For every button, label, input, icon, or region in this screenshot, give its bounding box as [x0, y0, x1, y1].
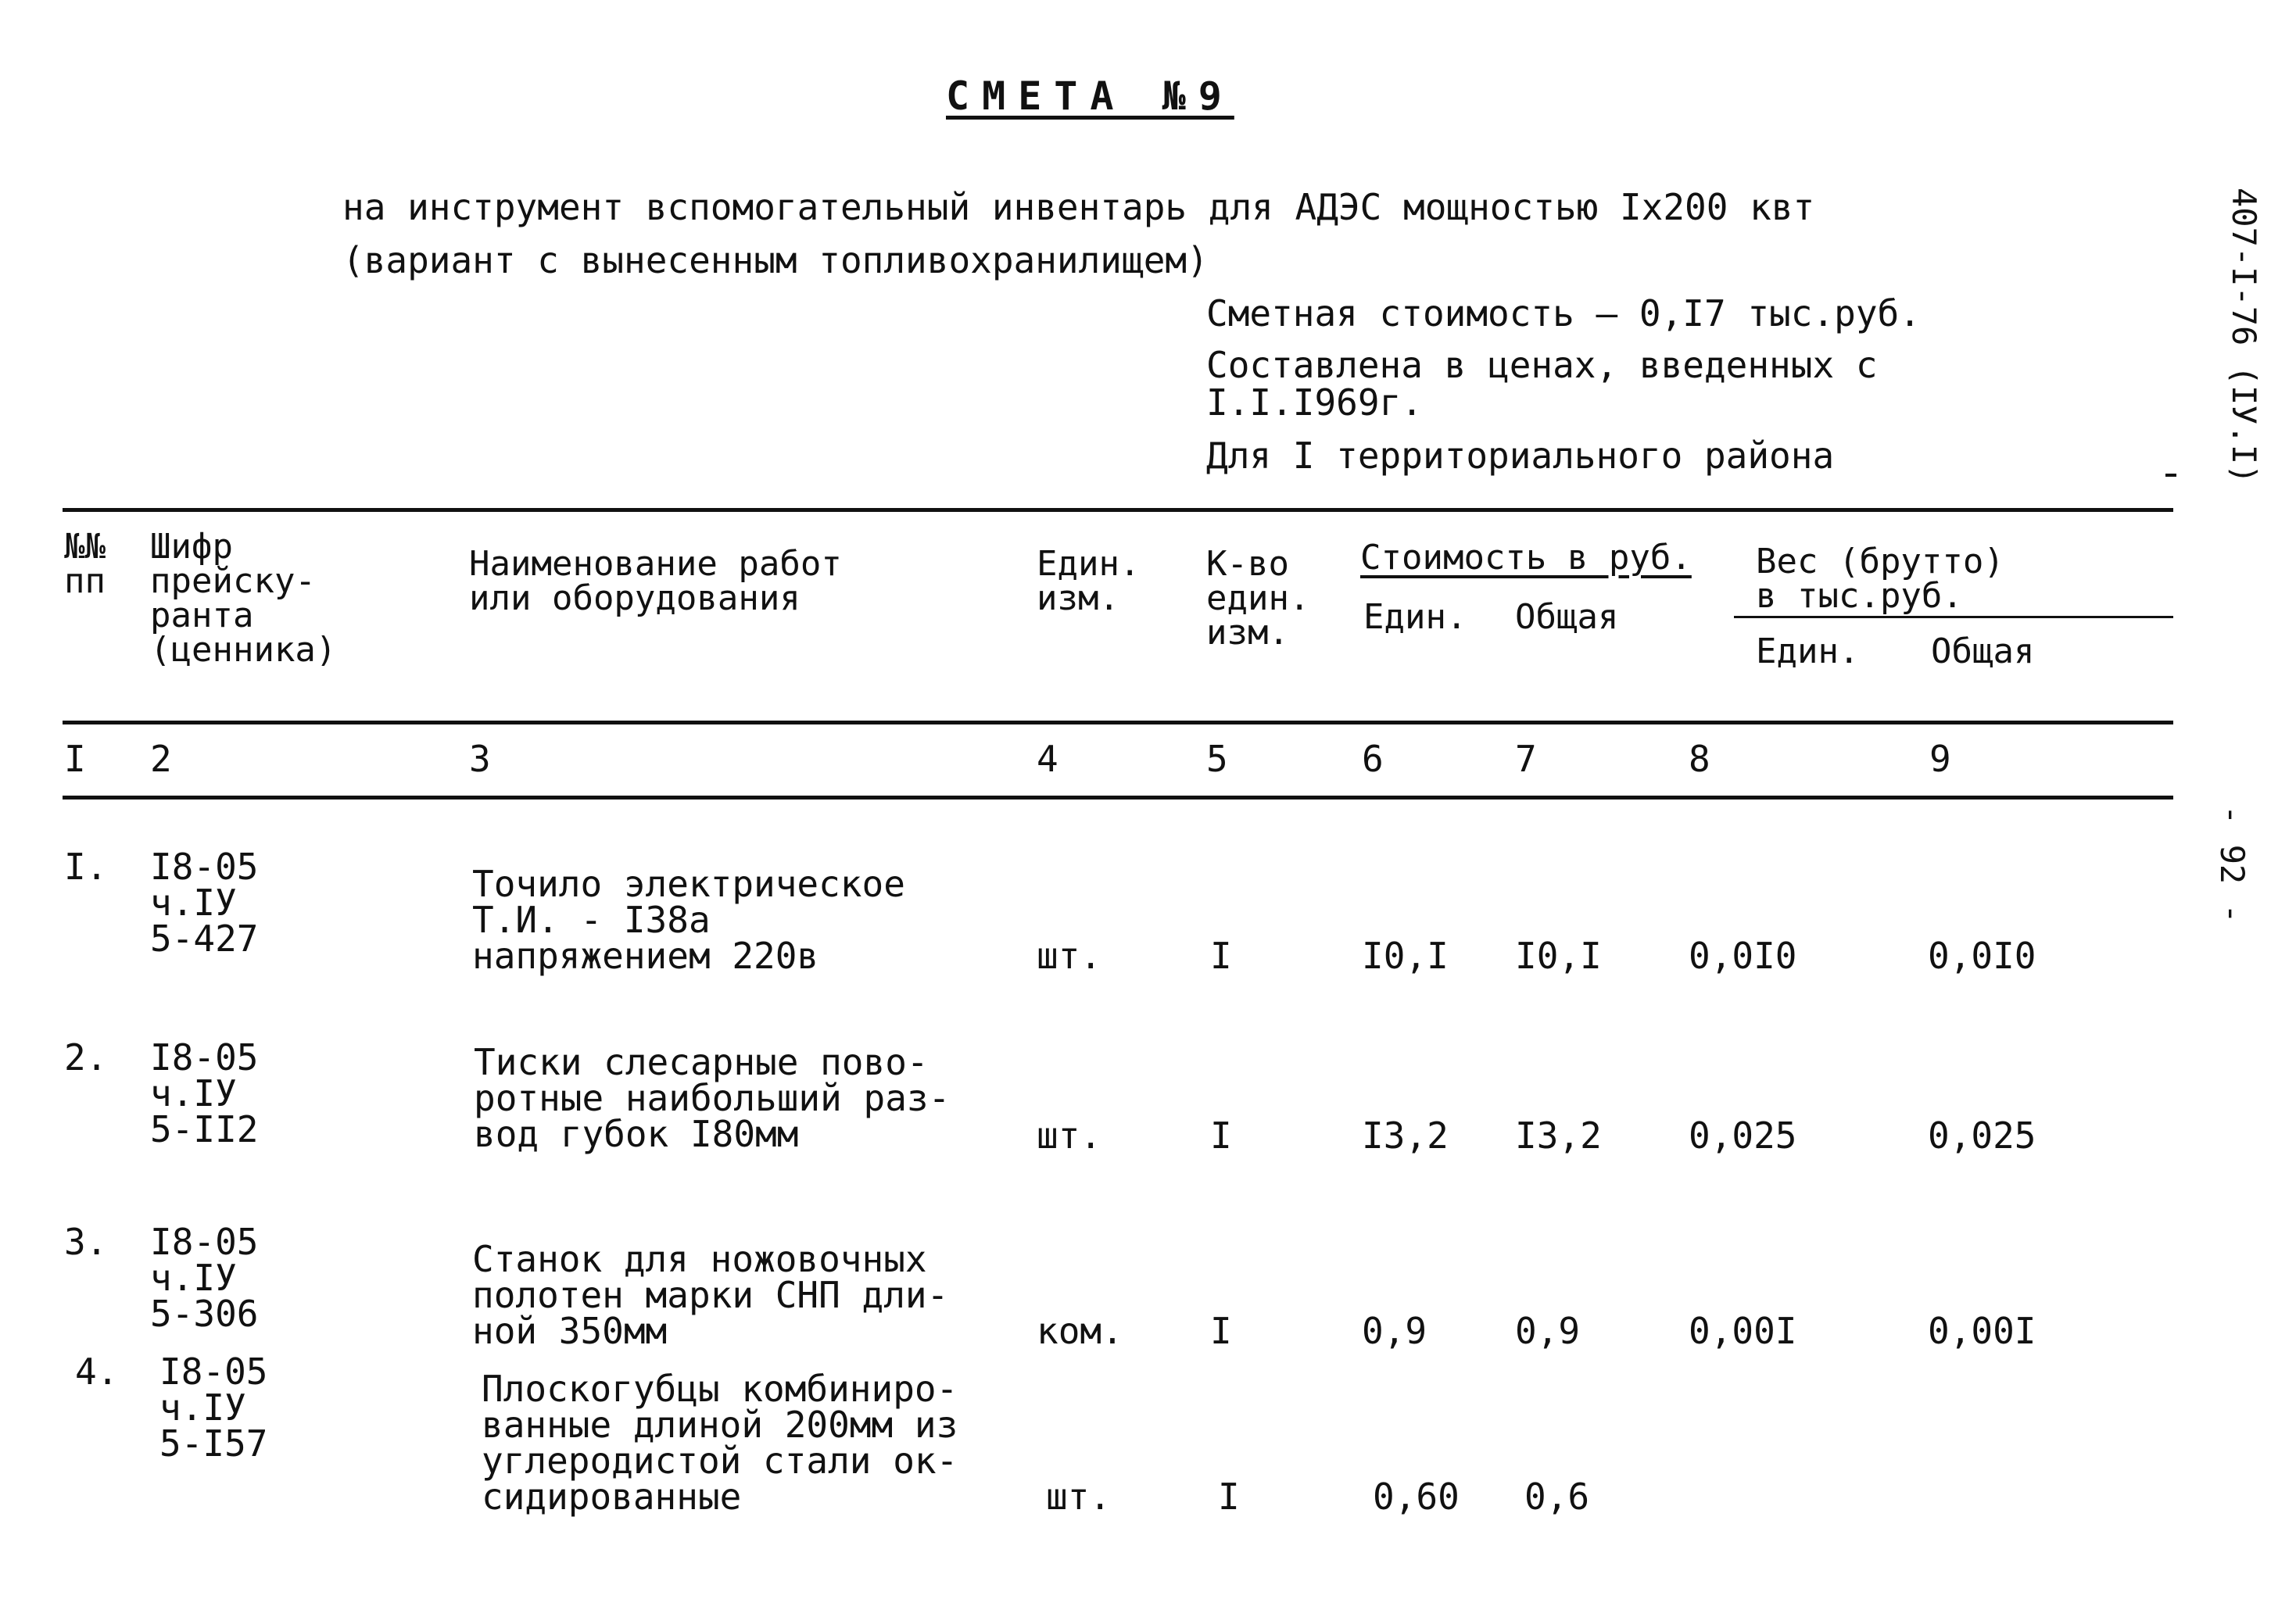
- header-price-code: Шифр прейску- ранта (ценника): [150, 527, 337, 670]
- row-4-code: I8-05 ч.IУ 5-I57: [159, 1350, 268, 1465]
- row-2-quantity: I: [1210, 1114, 1232, 1157]
- row-3-cost-unit: 0,9: [1362, 1310, 1427, 1352]
- column-number-5: 5: [1206, 738, 1228, 780]
- row-1-weight-total: 0,0I0: [1928, 935, 2036, 977]
- row-3-unit: ком.: [1037, 1310, 1123, 1352]
- header-bottom-rule: [63, 721, 2173, 724]
- side-document-code: 407-I-76 (IУ.I): [2225, 188, 2263, 485]
- row-2-weight-unit: 0,025: [1689, 1114, 1797, 1157]
- column-numbers-rule: [63, 796, 2173, 800]
- row-3-name: Станок для ножовочных полотен марки СНП дли- ной 350мм: [472, 1238, 949, 1352]
- row-2-cost-total: I3,2: [1515, 1114, 1602, 1157]
- header-number: №№ пп: [64, 527, 106, 601]
- subtitle-line-2: (вариант с вынесенным топливохранилищем): [342, 239, 1209, 281]
- row-4-name: Плоскогубцы комбиниро- ванные длиной 200мм из углеродистой стали ок- сидированные: [482, 1368, 958, 1518]
- header-weight-total: Общая: [1931, 631, 2035, 671]
- row-1-cost-unit: I0,I: [1362, 935, 1449, 977]
- row-4-cost-total: 0,6: [1524, 1476, 1590, 1518]
- row-1-number: I.: [64, 846, 108, 888]
- row-2-cost-unit: I3,2: [1362, 1114, 1449, 1157]
- row-3-weight-total: 0,00I: [1928, 1310, 2036, 1352]
- row-4-unit: шт.: [1046, 1476, 1112, 1518]
- column-number-7: 7: [1515, 738, 1537, 780]
- row-3-code: I8-05 ч.IУ 5-306: [150, 1221, 259, 1335]
- row-3-cost-total: 0,9: [1515, 1310, 1581, 1352]
- column-number-9: 9: [1929, 738, 1951, 780]
- column-number-3: 3: [469, 738, 491, 780]
- header-name: Наименование работ или оборудования: [469, 544, 842, 618]
- row-4-quantity: I: [1218, 1476, 1240, 1518]
- column-number-1: I: [64, 738, 86, 780]
- row-1-code: I8-05 ч.IУ 5-427: [150, 846, 259, 960]
- region-note: Для I территориального района: [1206, 435, 1835, 477]
- weight-subheader-rule: [1734, 616, 2173, 618]
- column-number-4: 4: [1037, 738, 1058, 780]
- row-3-quantity: I: [1210, 1310, 1232, 1352]
- header-unit: Един. изм.: [1037, 544, 1141, 618]
- table-top-rule: [63, 508, 2173, 512]
- estimated-cost: Сметная стоимость – 0,I7 тыс.руб.: [1206, 292, 1921, 334]
- column-number-2: 2: [150, 738, 172, 780]
- prices-line-1: Составлена в ценах, введенных с: [1206, 344, 1878, 386]
- row-2-code: I8-05 ч.IУ 5-II2: [150, 1036, 259, 1150]
- row-2-name: Тиски слесарные пово- ротные наибольший раз- вод губок I80мм: [474, 1041, 951, 1155]
- header-quantity: К-во един. изм.: [1206, 544, 1310, 653]
- row-2-weight-total: 0,025: [1928, 1114, 2036, 1157]
- header-weight-unit: Един.: [1756, 631, 1860, 671]
- subtitle-line-1: на инструмент вспомогательный инвентарь для АДЭС мощностью Iх200 квт: [342, 186, 1815, 228]
- row-4-number: 4.: [75, 1350, 119, 1393]
- row-2-number: 2.: [64, 1036, 108, 1079]
- row-3-number: 3.: [64, 1221, 108, 1263]
- column-number-6: 6: [1362, 738, 1384, 780]
- header-weight-group: Вес (брутто) в тыс.руб.: [1756, 542, 2004, 616]
- header-cost-group: Стоимость в руб.: [1360, 538, 1692, 578]
- column-number-8: 8: [1689, 738, 1710, 780]
- header-cost-unit: Един.: [1363, 597, 1467, 637]
- margin-mark: [2165, 474, 2176, 477]
- document-title: СМЕТА №9: [946, 73, 1234, 119]
- row-1-weight-unit: 0,0I0: [1689, 935, 1797, 977]
- row-4-cost-unit: 0,60: [1373, 1476, 1460, 1518]
- page-number: - 92 -: [2213, 805, 2251, 924]
- row-1-name: Точило электрическое Т.И. - I38а напряжением 220в: [472, 863, 905, 977]
- row-3-weight-unit: 0,00I: [1689, 1310, 1797, 1352]
- prices-line-2: I.I.I969г.: [1206, 381, 1423, 424]
- row-1-cost-total: I0,I: [1515, 935, 1602, 977]
- row-1-quantity: I: [1210, 935, 1232, 977]
- header-cost-total: Общая: [1515, 597, 1619, 637]
- row-1-unit: шт.: [1037, 935, 1102, 977]
- row-2-unit: шт.: [1037, 1114, 1102, 1157]
